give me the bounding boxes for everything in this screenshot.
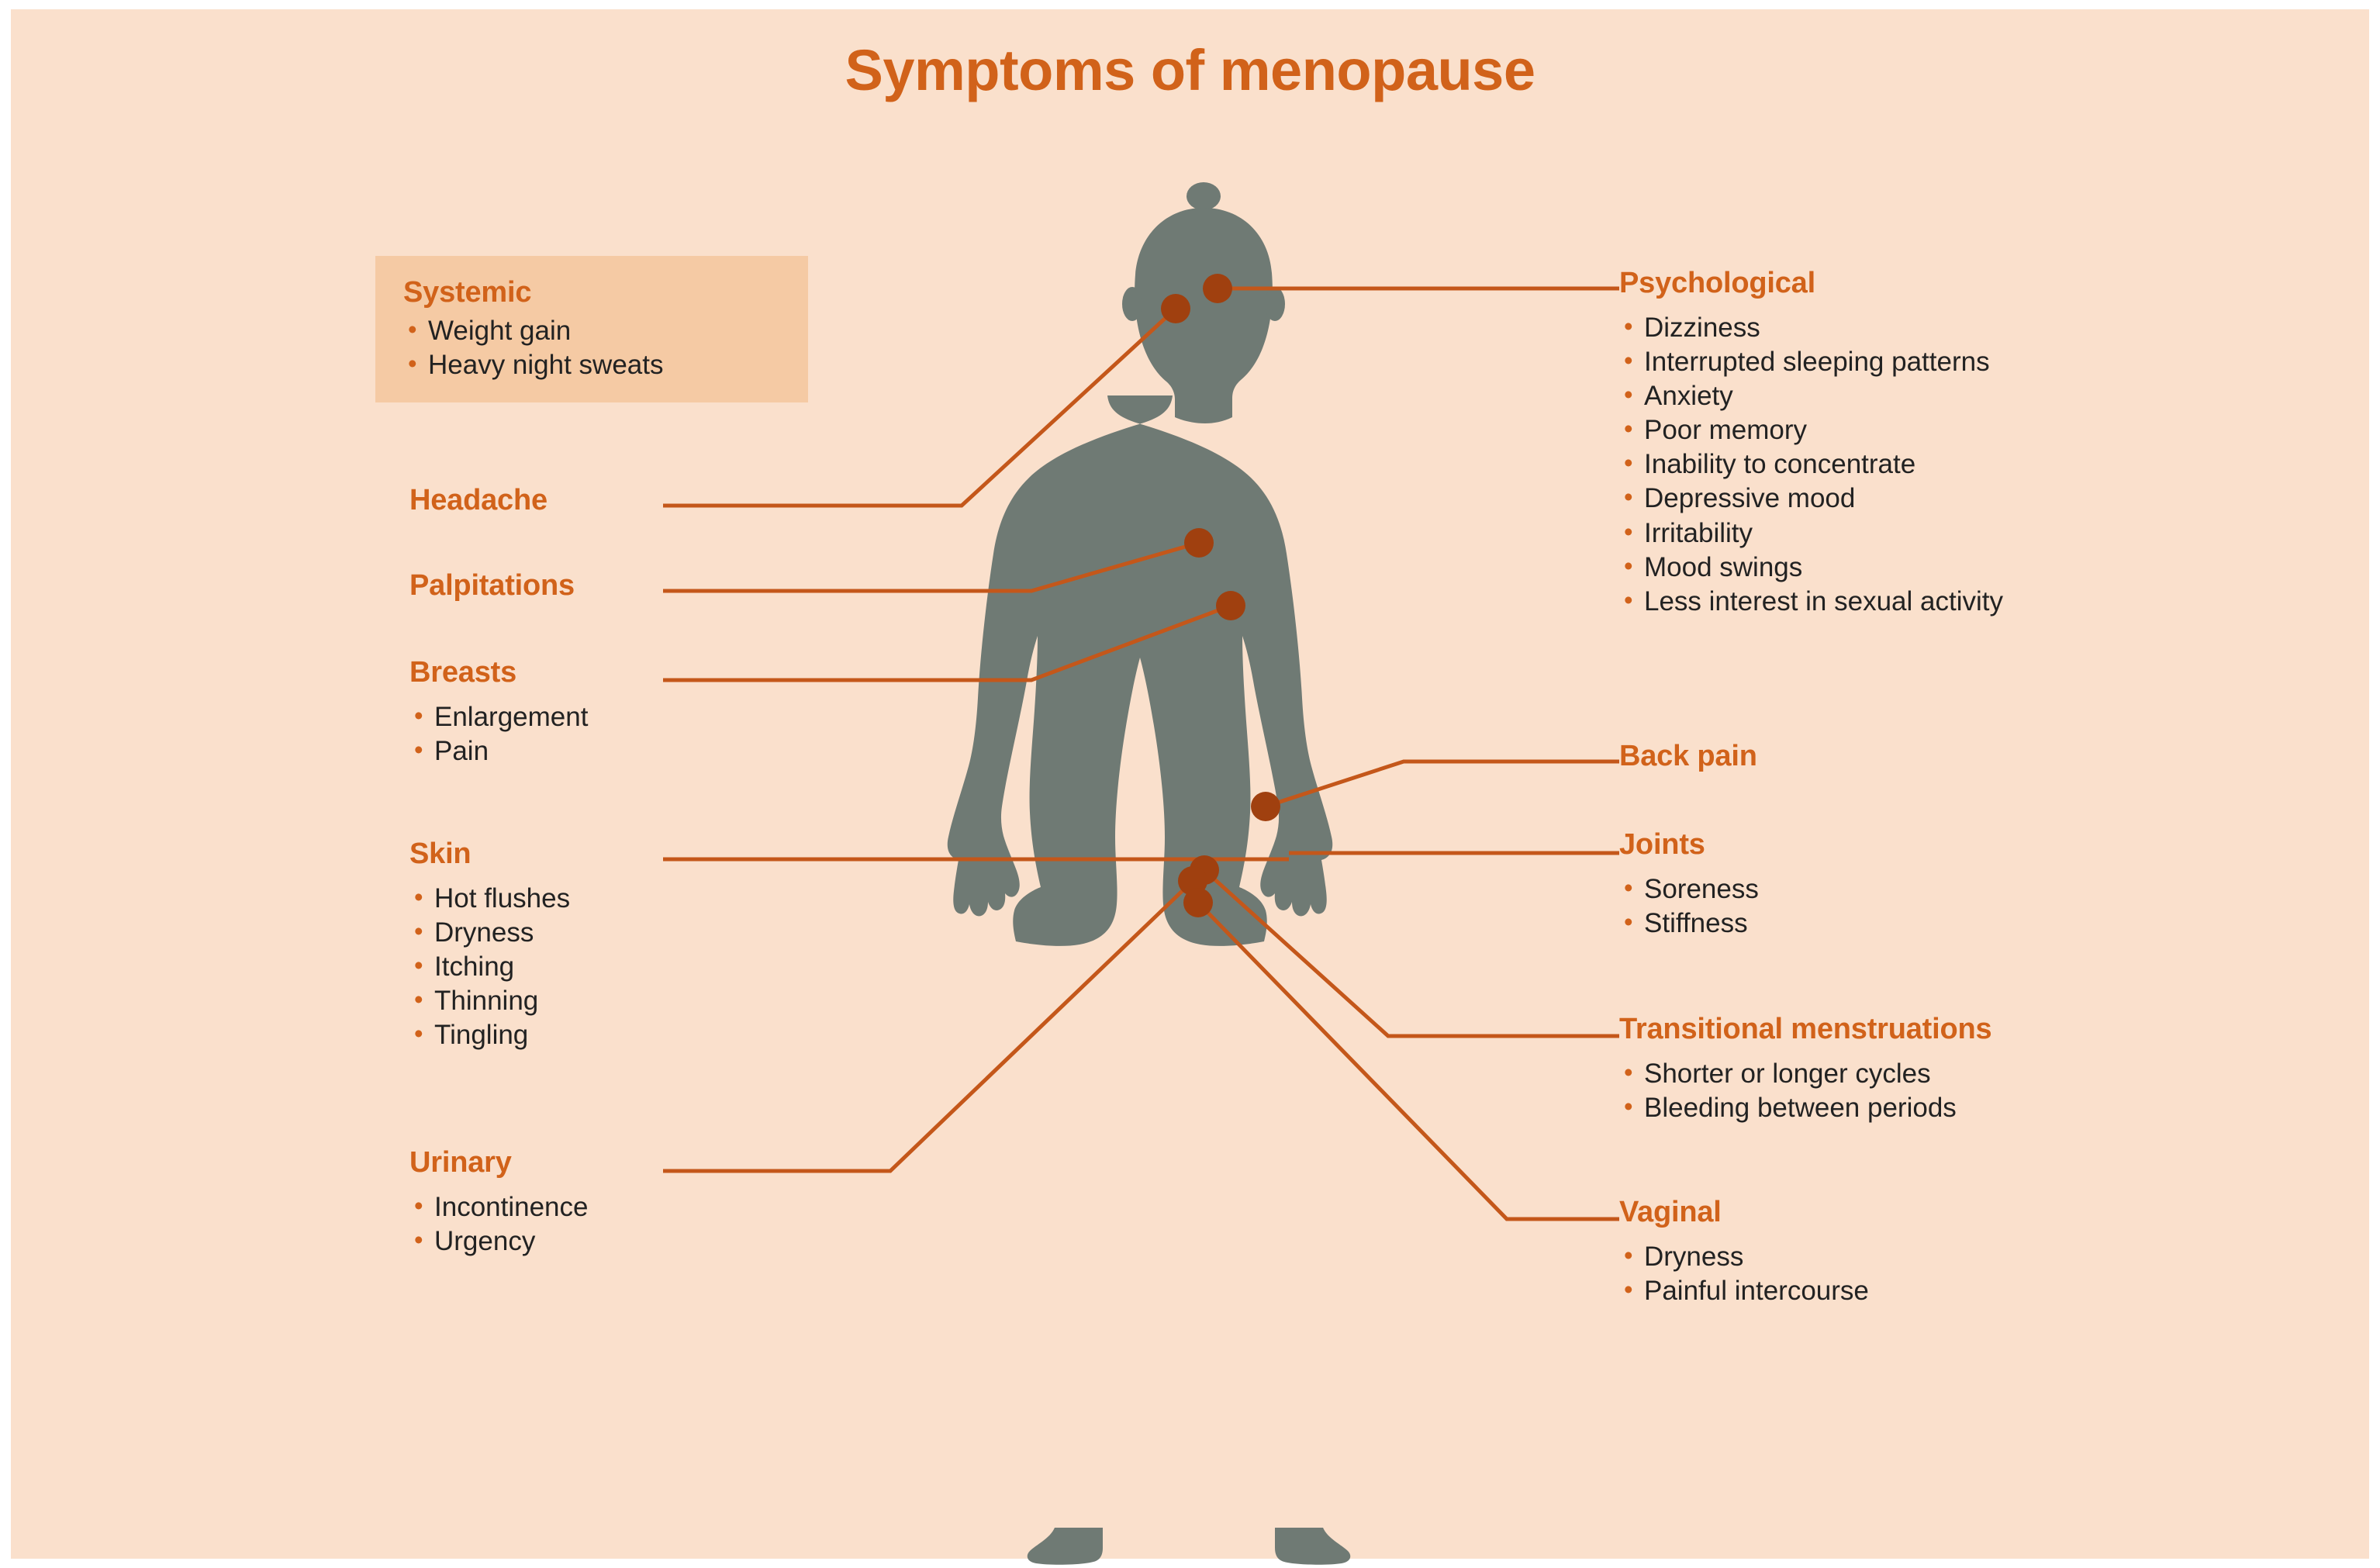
panel-urinary[interactable]	[409, 1146, 588, 1259]
list-item: • Soreness	[1619, 872, 1759, 907]
panel-heading-psychological: Psychological	[1619, 267, 1815, 299]
panel-heading-vaginal: Vaginal	[1619, 1196, 1722, 1228]
panel-list-joints	[1619, 872, 1759, 941]
panel-list-skin	[409, 882, 570, 1052]
list-item: • Anxiety	[1619, 379, 2003, 413]
panel-transitional-menstruations[interactable]	[1619, 1013, 1991, 1125]
list-item: • Painful intercourse	[1619, 1274, 1869, 1308]
panel-heading-back-pain: Back pain	[1619, 740, 1757, 772]
panel-psychological[interactable]	[1619, 267, 2003, 619]
panel-heading-palpitations: Palpitations	[409, 569, 575, 602]
panel-palpitations[interactable]	[409, 569, 575, 603]
list-item: • Less interest in sexual activity	[1619, 585, 2003, 619]
list-item: • Hot flushes	[409, 882, 570, 916]
female-silhouette	[948, 182, 1351, 1565]
panel-heading-urinary: Urinary	[409, 1146, 512, 1179]
list-item: • Weight gain	[403, 314, 785, 348]
panel-list-systemic	[403, 314, 785, 382]
panel-heading-headache: Headache	[409, 484, 548, 516]
panel-headache[interactable]	[409, 484, 548, 517]
panel-skin[interactable]	[409, 838, 570, 1052]
list-item: • Enlargement	[409, 700, 588, 734]
list-item: • Interrupted sleeping patterns	[1619, 345, 2003, 379]
panel-list-transitional-menstruations	[1619, 1057, 1991, 1125]
panel-heading-skin: Skin	[409, 838, 472, 870]
panel-heading-joints: Joints	[1619, 828, 1705, 861]
panel-list-breasts	[409, 700, 588, 768]
list-item: • Urgency	[409, 1224, 588, 1259]
panel-heading-systemic: Systemic	[403, 276, 532, 309]
panel-heading-breasts: Breasts	[409, 656, 517, 689]
panel-back-pain[interactable]	[1619, 740, 1757, 773]
list-item: • Irritability	[1619, 516, 2003, 551]
panel-systemic[interactable]	[375, 256, 808, 402]
list-item: • Bleeding between periods	[1619, 1091, 1991, 1125]
list-item: • Inability to concentrate	[1619, 447, 2003, 482]
list-item: • Shorter or longer cycles	[1619, 1057, 1991, 1091]
list-item: • Thinning	[409, 984, 570, 1018]
panel-heading-transitional-menstruations: Transitional menstruations	[1619, 1013, 1992, 1045]
list-item: • Stiffness	[1619, 907, 1759, 941]
list-item: • Incontinence	[409, 1190, 588, 1224]
list-item: • Poor memory	[1619, 413, 2003, 447]
list-item: • Itching	[409, 950, 570, 984]
list-item: • Heavy night sweats	[403, 348, 785, 382]
list-item: • Dryness	[1619, 1240, 1869, 1274]
panel-breasts[interactable]	[409, 656, 588, 768]
panel-vaginal[interactable]	[1619, 1196, 1869, 1308]
list-item: • Depressive mood	[1619, 482, 2003, 516]
list-item: • Tingling	[409, 1018, 570, 1052]
page-title: Symptoms of menopause	[845, 38, 1535, 102]
panel-list-psychological	[1619, 311, 2003, 619]
panel-joints[interactable]	[1619, 828, 1759, 941]
list-item: • Pain	[409, 734, 588, 768]
panel-list-vaginal	[1619, 1240, 1869, 1308]
list-item: • Dizziness	[1619, 311, 2003, 345]
list-item: • Mood swings	[1619, 551, 2003, 585]
panel-list-urinary	[409, 1190, 588, 1259]
list-item: • Dryness	[409, 916, 570, 950]
